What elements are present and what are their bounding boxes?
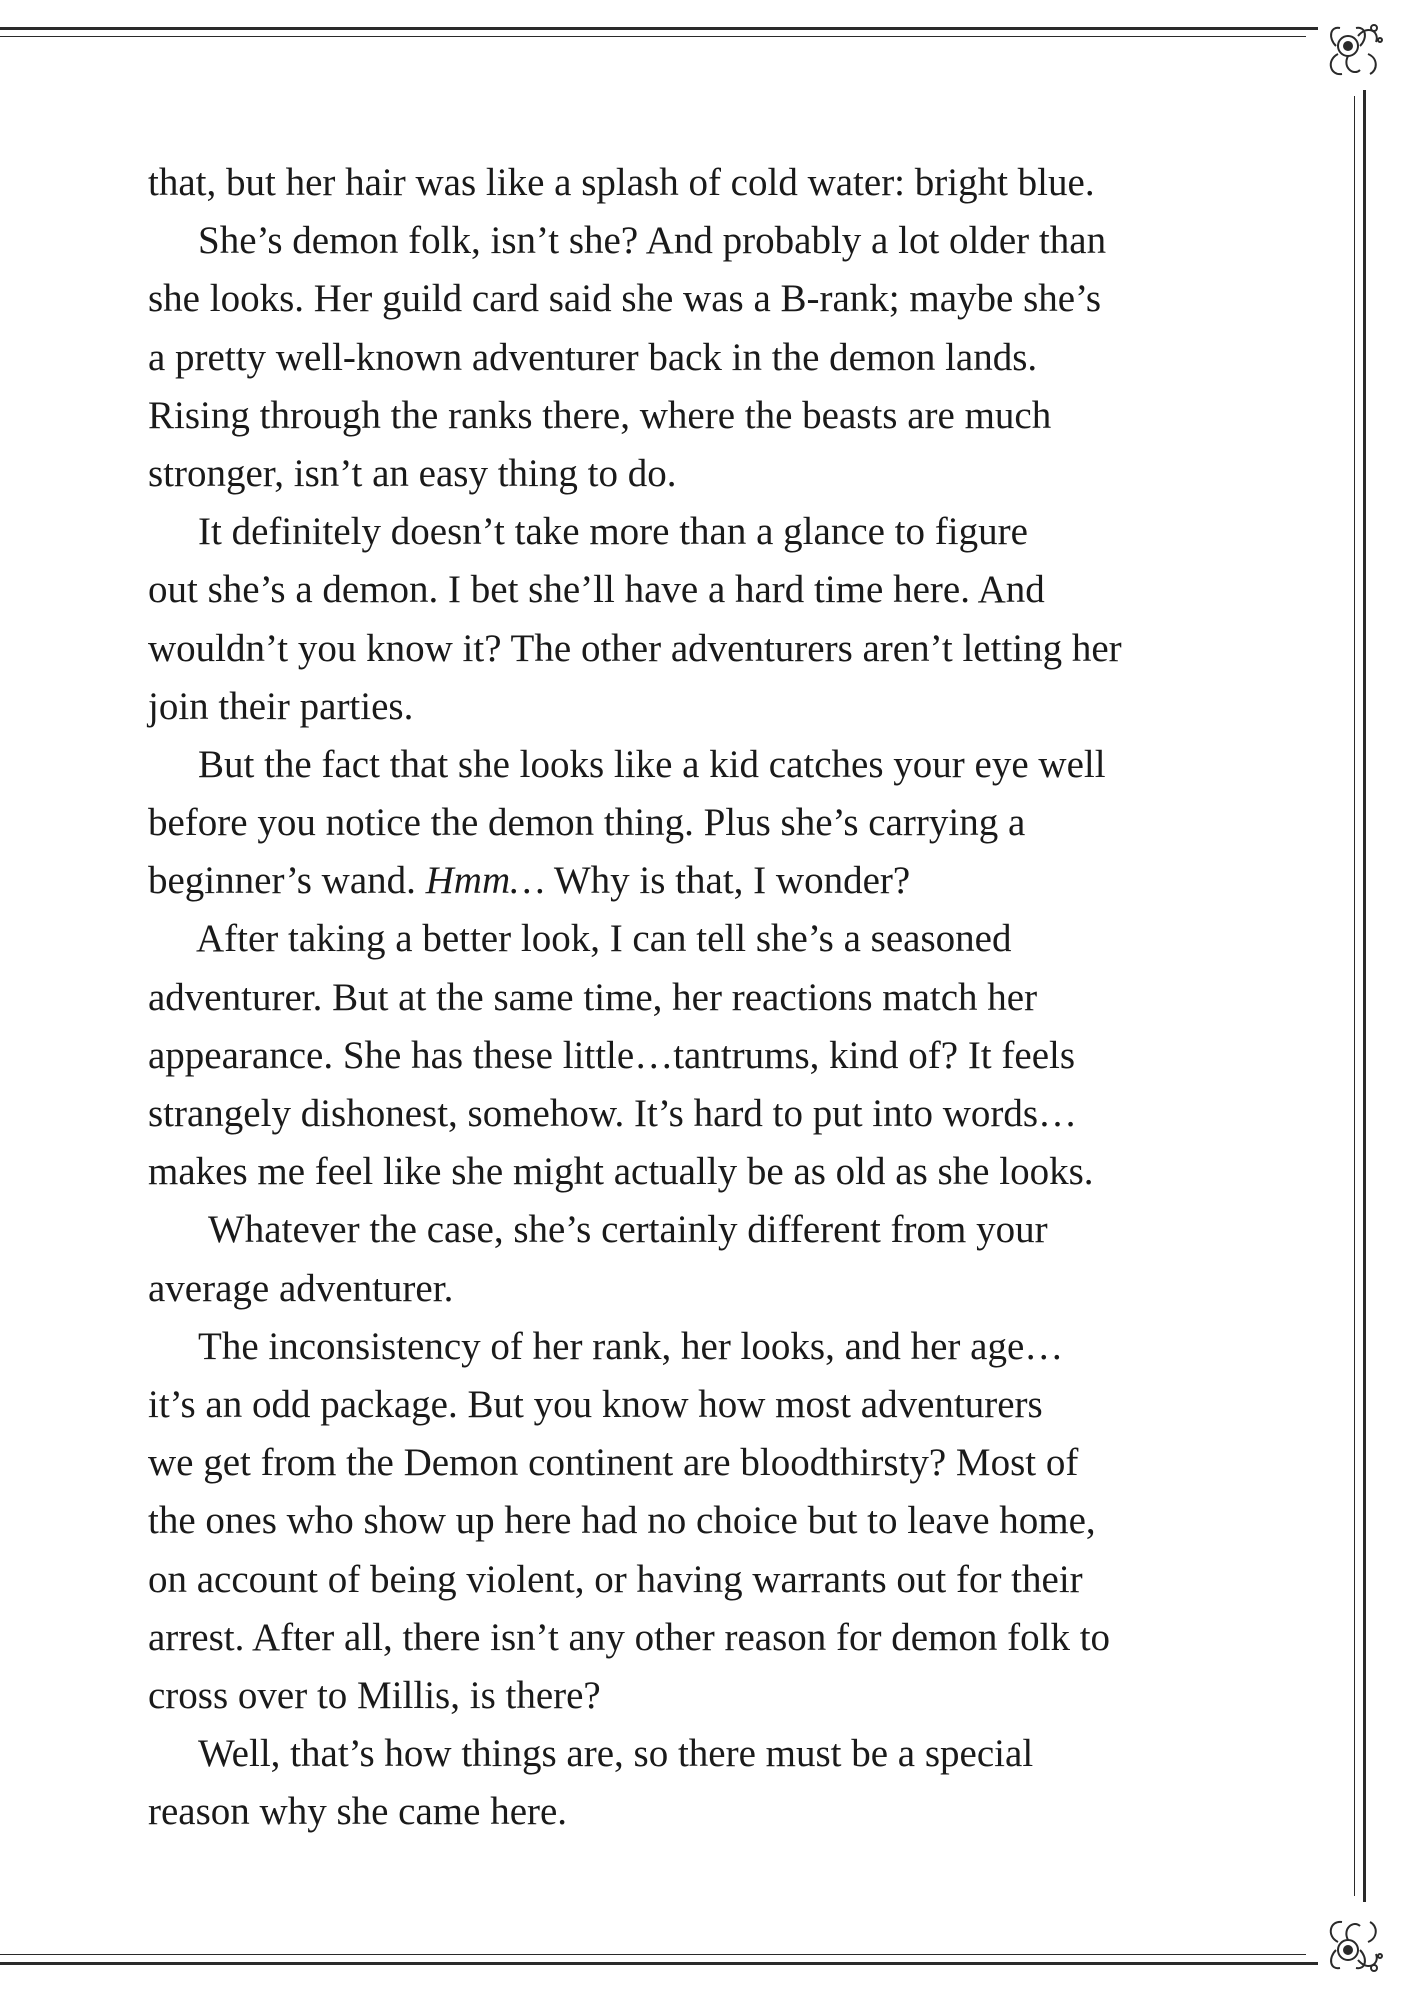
text-line-20: average adventurer.: [148, 1266, 454, 1310]
text-line-25: on account of being violent, or having warrants out for their: [148, 1557, 1083, 1601]
text-line-21: The inconsistency of her rank, her looks, and her age…: [198, 1324, 1064, 1368]
top-border-inner: [0, 36, 1306, 37]
italic-hmm: Hmm…: [425, 859, 545, 903]
text-line-28: Well, that’s how things are, so there must be a special: [198, 1732, 1034, 1776]
text-line-10: join their parties.: [148, 684, 414, 728]
ornament-bottom-right-icon: [1308, 1902, 1388, 1982]
body-text: [148, 154, 1278, 1841]
text-line-23: we get from the Demon continent are bloodthirsty? Most of: [148, 1441, 1079, 1485]
text-line-29: reason why she came here.: [148, 1790, 568, 1834]
text-line-2: She’s demon folk, isn’t she? And probably a lot older than: [198, 219, 1107, 263]
text-line-14: After taking a better look, I can tell she’s a seasoned: [196, 917, 1012, 961]
text-line-16: appearance. She has these little…tantrums, kind of? It feels: [148, 1033, 1076, 1077]
text-line-24: the ones who show up here had no choice but to leave home,: [148, 1499, 1096, 1543]
text-line-18: makes me feel like she might actually be as old as she looks.: [148, 1150, 1094, 1194]
text-line-15: adventurer. But at the same time, her reactions match her: [148, 975, 1038, 1019]
text-line-22: it’s an odd package. But you know how most adventurers: [148, 1382, 1043, 1426]
text-line-7: It definitely doesn’t take more than a glance to figure: [198, 510, 1028, 554]
text-line-13-start: beginner’s wand.: [148, 859, 426, 903]
bottom-border-outer: [0, 1962, 1318, 1965]
text-line-26: arrest. After all, there isn’t any other reason for demon folk to: [148, 1615, 1111, 1659]
text-line-6: stronger, isn’t an easy thing to do.: [148, 451, 677, 495]
text-line-13: [148, 852, 1278, 910]
text-line-11: But the fact that she looks like a kid catches your eye well: [198, 742, 1106, 786]
top-border-outer: [0, 27, 1318, 30]
text-line-8: out she’s a demon. I bet she’ll have a hard time here. And: [148, 568, 1045, 612]
text-line-27: cross over to Millis, is there?: [148, 1673, 601, 1717]
text-line-3: she looks. Her guild card said she was a B-rank; maybe she’s: [148, 277, 1102, 321]
right-border-outer: [1363, 90, 1366, 1902]
text-line-4: a pretty well-known adventurer back in the demon lands.: [148, 335, 1038, 379]
text-line-1: that, but her hair was like a splash of cold water: bright blue.: [148, 161, 1095, 204]
text-line-12: before you notice the demon thing. Plus she’s carrying a: [148, 801, 1026, 845]
text-line-17: strangely dishonest, somehow. It’s hard to put into words…: [148, 1092, 1078, 1135]
ornament-top-right-icon: [1308, 14, 1388, 94]
text-line-19: Whatever the case, she’s certainly different from your: [208, 1208, 1048, 1252]
text-line-9: wouldn’t you know it? The other adventurers aren’t letting her: [148, 626, 1122, 670]
bottom-border-inner: [0, 1954, 1306, 1955]
text-line-13-end: Why is that, I wonder?: [544, 859, 911, 903]
text-line-5: Rising through the ranks there, where the beasts are much: [148, 393, 1052, 437]
right-border-inner: [1354, 96, 1355, 1896]
